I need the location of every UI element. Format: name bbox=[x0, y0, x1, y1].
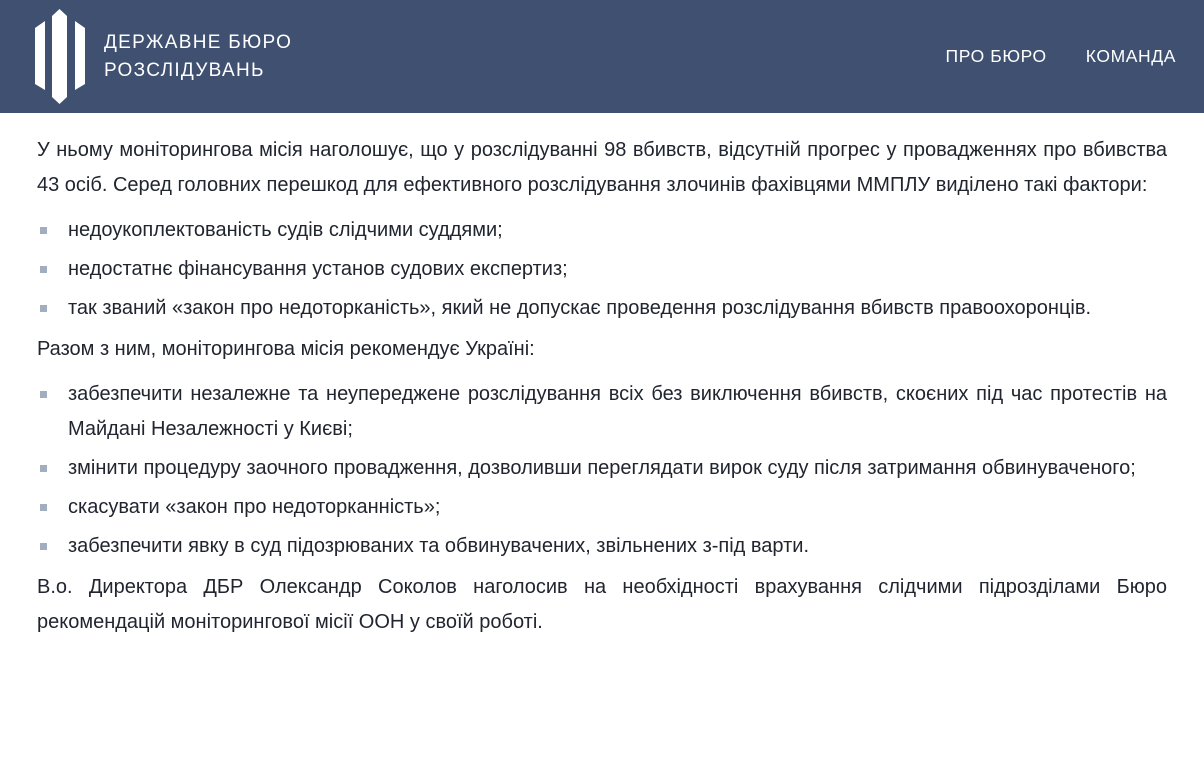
logo[interactable] bbox=[30, 9, 292, 104]
logo-title bbox=[104, 29, 292, 85]
logo-title-line1: ДЕРЖАВНЕ БЮРО bbox=[104, 31, 293, 53]
list-item bbox=[37, 529, 1167, 564]
list-item bbox=[37, 490, 1167, 525]
list-item-text: так званий «закон про недоторканість», який не допускає проведення розслідування вбивств правоохоронців. bbox=[68, 297, 1092, 319]
square-bullet-icon bbox=[40, 543, 47, 550]
square-bullet-icon bbox=[40, 465, 47, 472]
list-item bbox=[37, 377, 1167, 447]
square-bullet-icon bbox=[40, 504, 47, 511]
main-nav bbox=[907, 46, 1176, 67]
nav-item-team[interactable]: КОМАНДА bbox=[1085, 46, 1176, 66]
list-item-text: змінити процедуру заочного провадження, дозволивши переглядати вирок суду після затримання обвинуваченого; bbox=[68, 457, 1136, 479]
article-body bbox=[0, 113, 1204, 640]
paragraph-recommendations-lead: Разом з ним, моніторингова місія рекомендує Україні: bbox=[37, 338, 535, 360]
logo-title-line2: РОЗСЛІДУВАНЬ bbox=[104, 59, 265, 81]
paragraph-director-statement: В.о. Директора ДБР Олександр Соколов наголосив на необхідності врахування слідчими підрозділами Бюро рекомендацій моніторингової місії ООН у своїй роботі. bbox=[37, 576, 1167, 633]
list-item-text: забезпечити явку в суд підозрюваних та обвинувачених, звільнених з-під варти. bbox=[68, 535, 809, 557]
list-item bbox=[37, 213, 1167, 248]
square-bullet-icon bbox=[40, 227, 47, 234]
list-item-text: забезпечити незалежне та неупереджене розслідування всіх без виключення вбивств, скоєних під час протестів на Майдані Незалежності у Києві; bbox=[68, 383, 1167, 440]
nav-item-about-bureau[interactable]: ПРО БЮРО bbox=[945, 46, 1047, 66]
list-item-text: недостатнє фінансування установ судових експертиз; bbox=[68, 258, 568, 280]
list-item bbox=[37, 291, 1167, 326]
square-bullet-icon bbox=[40, 391, 47, 398]
site-header bbox=[0, 0, 1204, 113]
list-item bbox=[37, 451, 1167, 486]
square-bullet-icon bbox=[40, 266, 47, 273]
list-item bbox=[37, 252, 1167, 287]
paragraph-intro: У ньому моніторингова місія наголошує, що у розслідуванні 98 вбивств, відсутній прогрес у провадженнях про вбивства 43 осіб. Серед головних перешкод для ефективного розслідування злочинів фахівцями ММПЛУ виділено такі фактори: bbox=[37, 139, 1167, 196]
list-item-text: скасувати «закон про недоторканність»; bbox=[68, 496, 441, 518]
obstacles-list bbox=[37, 213, 1167, 326]
square-bullet-icon bbox=[40, 305, 47, 312]
trident-logo-icon bbox=[30, 9, 90, 104]
recommendations-list bbox=[37, 377, 1167, 564]
list-item-text: недоукоплектованість судів слідчими суддями; bbox=[68, 219, 503, 241]
